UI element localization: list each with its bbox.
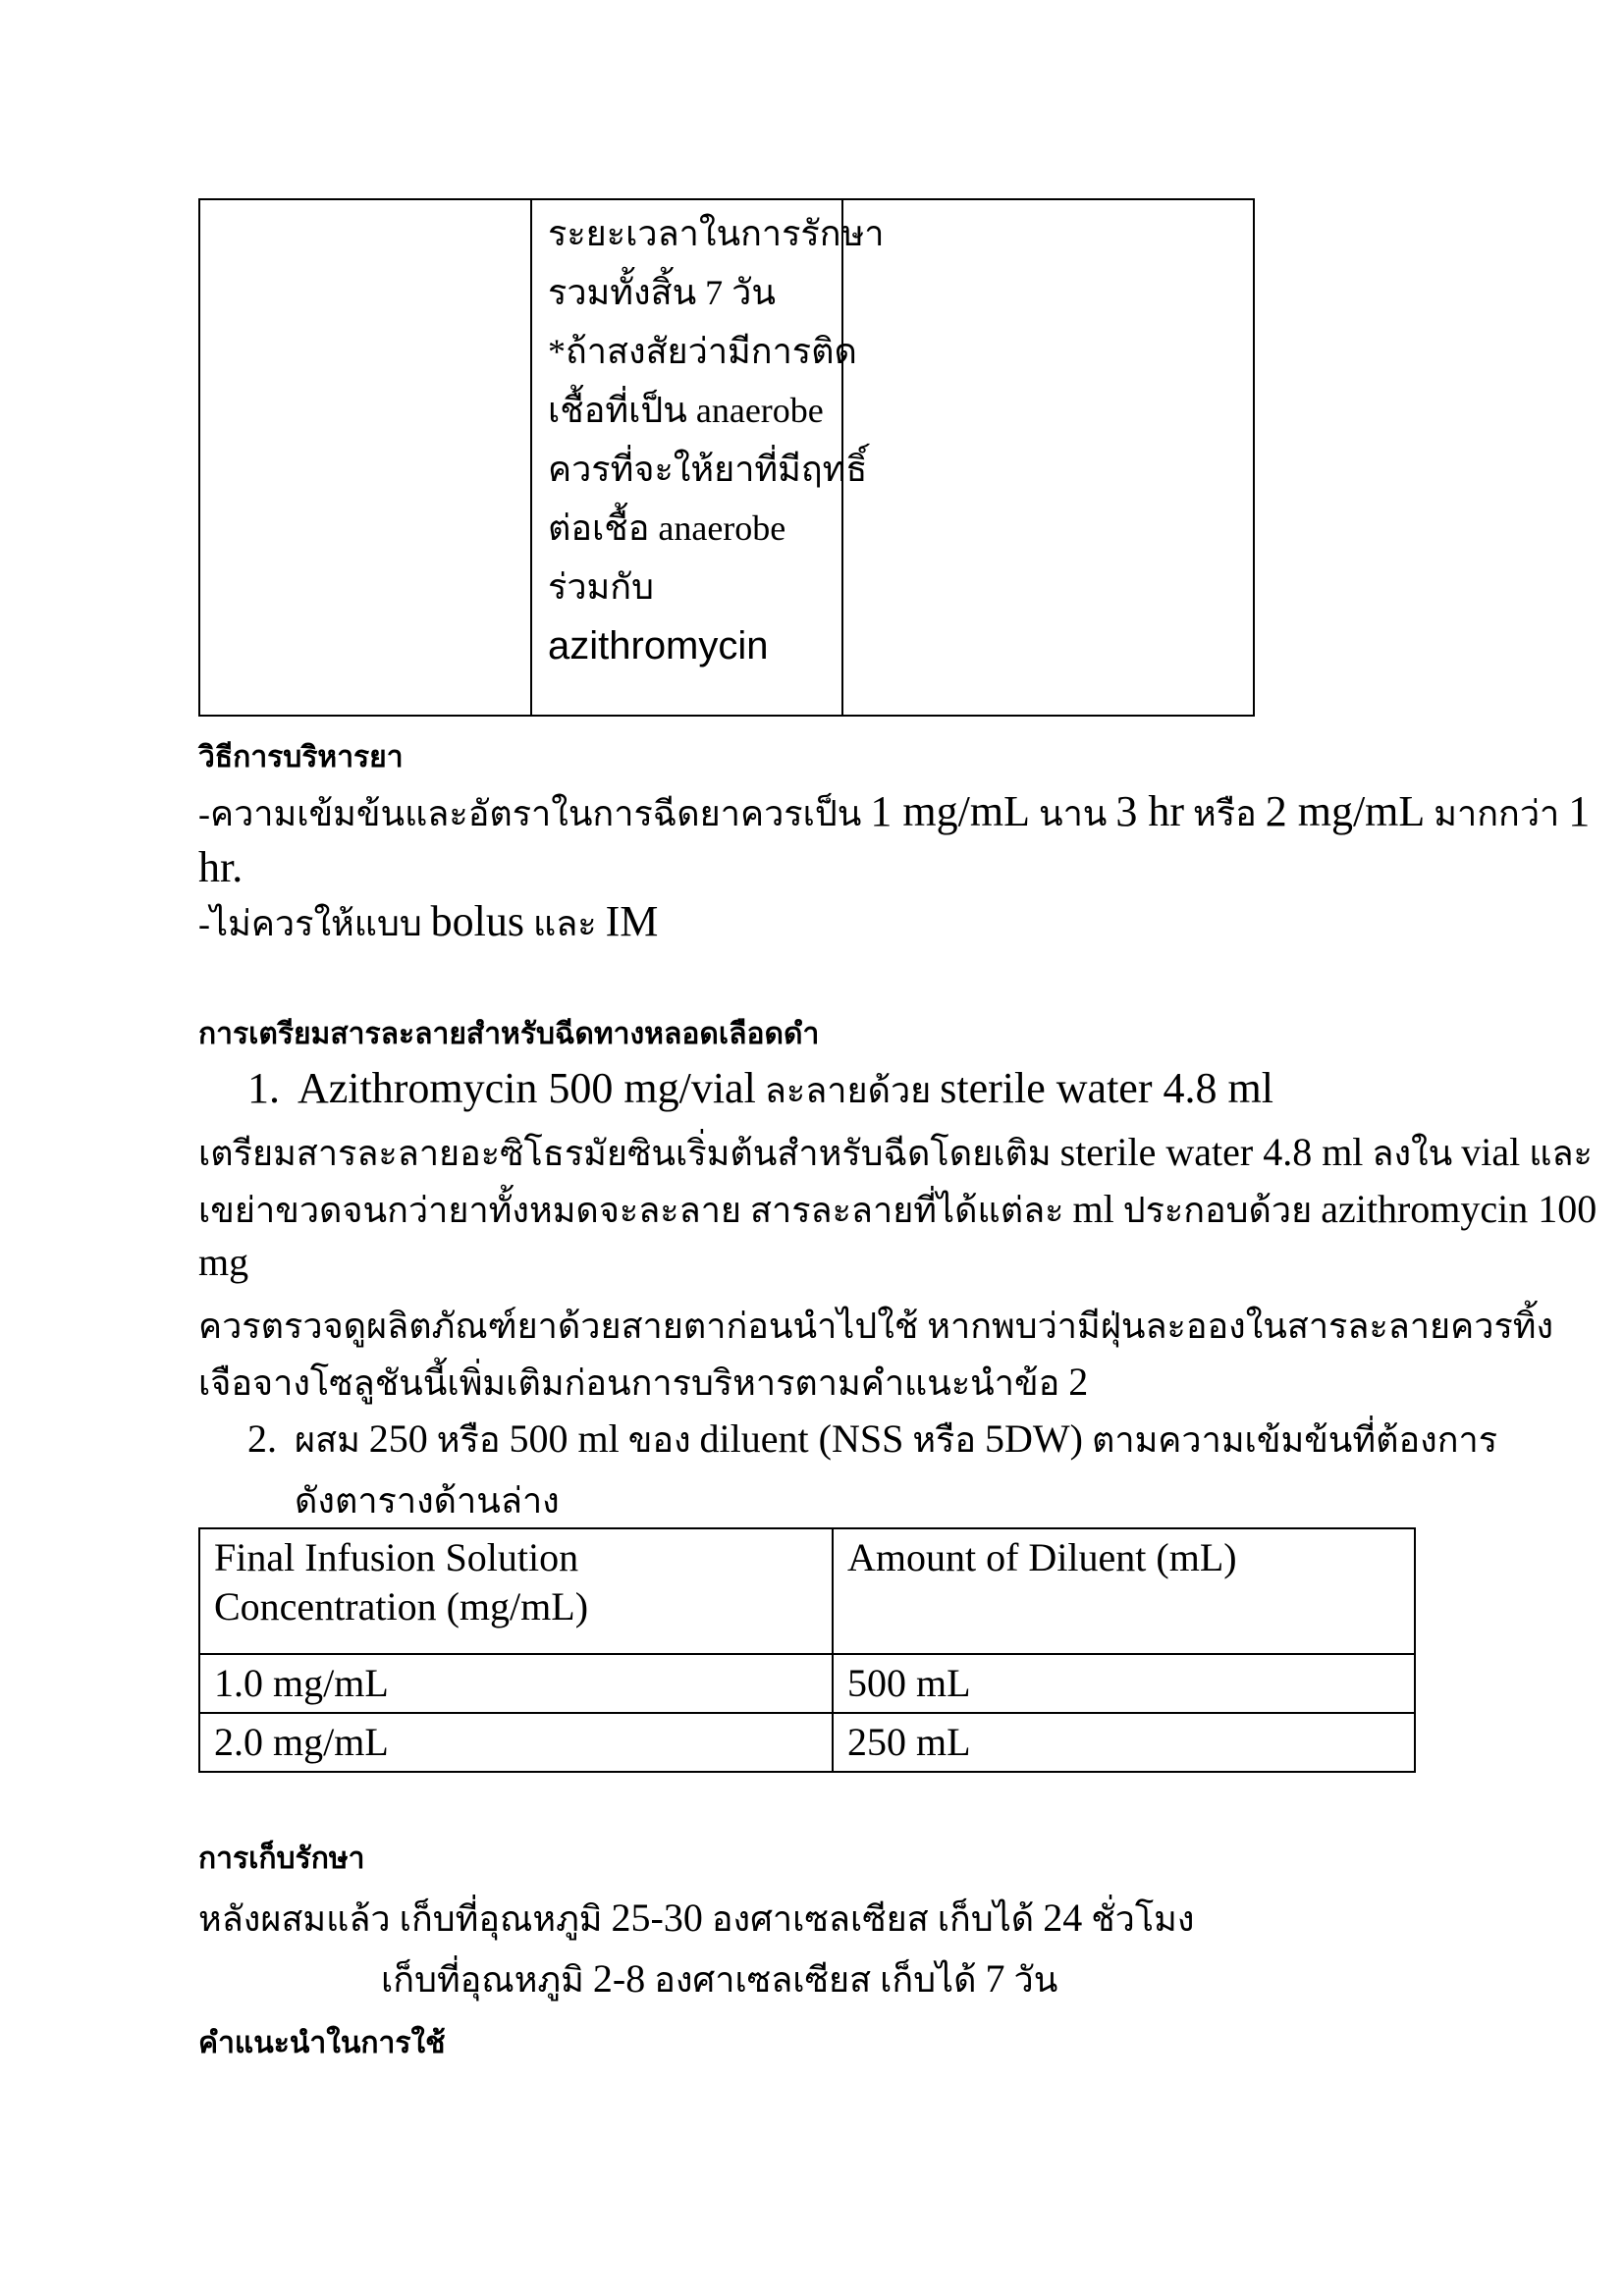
storage-line-2: เก็บที่อุณหภูมิ 2-8 องศาเซลเซียส เก็บได้ 7 วัน (381, 1956, 1058, 2001)
preparation-heading: การเตรียมสารละลายสำหรับฉีดทางหลอดเลือดดำ (198, 1018, 820, 1050)
dilution-table (198, 1527, 1416, 1773)
preparation-step-2-line-2: ดังตารางด้านล่าง (295, 1481, 560, 1521)
preparation-paragraph-line-2: เขย่าขวดจนกว่ายาทั้งหมดจะละลาย สารละลายที่ได้แต่ละ ml ประกอบด้วย azithromycin 100 (198, 1187, 1597, 1231)
usage-heading: คำแนะนำในการใช้ (198, 2027, 446, 2059)
storage-heading: การเก็บรักษา (198, 1842, 365, 1875)
note-line: ระยะเวลาในการรักษา (548, 214, 885, 253)
table-cell-concentration: 1.0 mg/mL (199, 1654, 833, 1713)
note-line: *ถ้าสงสัยว่ามีการติด (548, 332, 857, 371)
preparation-step-1: 1. Azithromycin 500 mg/vial ละลายด้วย sterile water 4.8 ml (247, 1064, 1273, 1112)
table-row (199, 1654, 1415, 1713)
preparation-paragraph-line-3: mg (198, 1240, 249, 1284)
table-cell-empty-right (842, 199, 1254, 716)
table-header-concentration: Final Infusion Solution Concentration (mg/mL) (199, 1528, 833, 1654)
note-line: รวมทั้งสิ้น 7 วัน (548, 273, 776, 312)
administration-line-2: hr. (198, 843, 244, 891)
table-cell-diluent: 250 mL (833, 1713, 1415, 1772)
table-header-diluent: Amount of Diluent (mL) (833, 1528, 1415, 1654)
note-line: ควรที่จะให้ยาที่มีฤทธิ์ (548, 450, 868, 489)
administration-line-3: -ไม่ควรให้แบบ bolus และ IM (198, 897, 659, 945)
table-cell-diluent: 500 mL (833, 1654, 1415, 1713)
note-line: ร่วมกับ (548, 567, 654, 607)
table-cell-concentration: 2.0 mg/mL (199, 1713, 833, 1772)
table-row (199, 1713, 1415, 1772)
continuation-table (198, 198, 1255, 717)
note-line: เชื้อที่เป็น anaerobe (548, 391, 824, 430)
table-cell-empty-left (199, 199, 531, 716)
administration-heading: วิธีการบริหารยา (198, 741, 404, 774)
note-line: ต่อเชื้อ anaerobe (548, 508, 786, 548)
storage-line-1: หลังผสมแล้ว เก็บที่อุณหภูมิ 25-30 องศาเซลเซียส เก็บได้ 24 ชั่วโมง (198, 1896, 1195, 1940)
note-line: azithromycin (548, 624, 769, 667)
preparation-step-2: 2. ผสม 250 หรือ 500 ml ของ diluent (NSS หรือ 5DW) ตามความเข้มข้นที่ต้องการ (247, 1416, 1498, 1461)
preparation-paragraph-line-4: ควรตรวจดูผลิตภัณฑ์ยาด้วยสายตาก่อนนำไปใช้ หากพบว่ามีฝุ่นละอองในสารละลายควรทิ้ง (198, 1307, 1554, 1346)
administration-line-1: -ความเข้มข้นและอัตราในการฉีดยาควรเป็น 1 mg/mL นาน 3 hr หรือ 2 mg/mL มากกว่า 1 (198, 787, 1591, 835)
preparation-paragraph-line-5: เจือจางโซลูชันนี้เพิ่มเติมก่อนการบริหารตามคำแนะนำข้อ 2 (198, 1360, 1089, 1404)
preparation-paragraph-line-1: เตรียมสารละลายอะซิโธรมัยซินเริ่มต้นสำหรับฉีดโดยเติม sterile water 4.8 ml ลงใน vial และ (198, 1130, 1593, 1174)
table-cell-treatment-note (531, 199, 885, 716)
